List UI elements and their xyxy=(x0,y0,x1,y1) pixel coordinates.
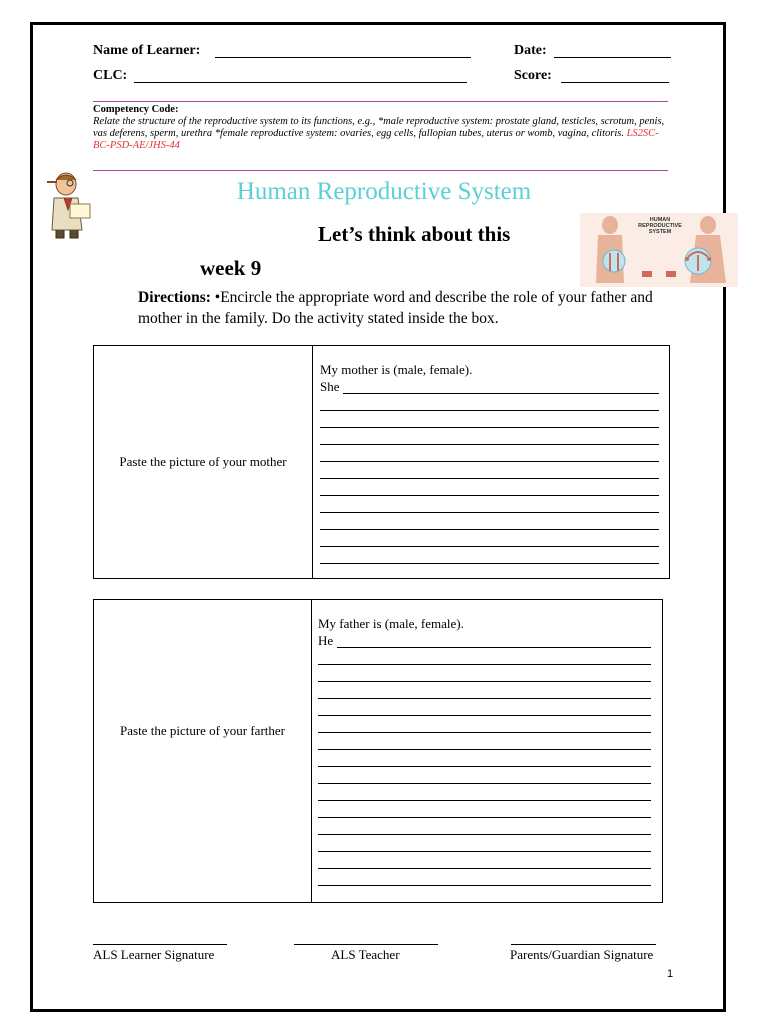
father-answer-line[interactable] xyxy=(318,698,651,699)
mother-box-divider xyxy=(312,346,313,578)
father-answer-line[interactable] xyxy=(318,749,651,750)
name-field[interactable] xyxy=(215,57,471,58)
father-answer-line[interactable] xyxy=(318,817,651,818)
competency-block xyxy=(93,104,673,152)
mother-answer-line[interactable] xyxy=(343,393,659,394)
father-pronoun: He xyxy=(318,633,334,648)
name-label: Name of Learner: xyxy=(93,43,201,58)
date-label: Date: xyxy=(514,43,547,58)
diagram-title-3: SYSTEM xyxy=(648,229,672,235)
mother-answer-line[interactable] xyxy=(320,410,659,411)
parent-signature-label: Parents/Guardian Signature xyxy=(510,947,654,962)
father-answer-line[interactable] xyxy=(318,766,651,767)
parent-signature-line[interactable] xyxy=(511,944,656,945)
directions-label: Directions: xyxy=(138,289,211,306)
father-answer-line[interactable] xyxy=(318,885,651,886)
mother-answer-line[interactable] xyxy=(320,495,659,496)
father-answer-line[interactable] xyxy=(318,732,651,733)
mother-answer-line[interactable] xyxy=(320,512,659,513)
father-picture-area[interactable] xyxy=(94,600,311,902)
mother-statement: My mother is (male, female). xyxy=(320,362,473,377)
father-answer-line[interactable] xyxy=(318,851,651,852)
learner-signature-line[interactable] xyxy=(93,944,227,945)
competency-code: LS2SC-BC-PSD-AE/JHS-44 xyxy=(93,128,659,151)
diagram-title-2: REPRODUCTIVE xyxy=(638,223,682,229)
clc-label: CLC: xyxy=(93,68,128,83)
mother-answer-line[interactable] xyxy=(320,444,659,445)
reproductive-system-diagram xyxy=(580,213,738,287)
score-label: Score: xyxy=(514,68,552,83)
father-answer-line[interactable] xyxy=(318,834,651,835)
score-field[interactable] xyxy=(561,82,669,83)
mother-answer-line[interactable] xyxy=(320,529,659,530)
father-answer-line[interactable] xyxy=(318,681,651,682)
week-label: week 9 xyxy=(200,256,262,280)
father-answer-line[interactable] xyxy=(318,715,651,716)
page-title: Human Reproductive System xyxy=(236,178,532,205)
father-answer-line[interactable] xyxy=(318,664,651,665)
mother-answer-line[interactable] xyxy=(320,546,659,547)
page-number: 1 xyxy=(667,968,674,980)
clc-field[interactable] xyxy=(134,82,467,83)
mother-picture-area[interactable] xyxy=(94,346,312,578)
subtitle: Let’s think about this xyxy=(318,222,511,246)
father-paste-label: Paste the picture of your farther xyxy=(120,723,285,738)
mother-answer-line[interactable] xyxy=(320,563,659,564)
father-answer-line[interactable] xyxy=(337,647,651,648)
directions-text: •Encircle the appropriate word and describe the role of your father and mother in the family. Do the activity stated inside the box. xyxy=(138,289,653,327)
competency-heading: Competency Code: xyxy=(93,104,179,115)
father-box-divider xyxy=(311,600,312,902)
mother-answer-line[interactable] xyxy=(320,427,659,428)
competency-text: Relate the structure of the reproductive system to its functions, e.g., *male reproductive system: prostate gland, testicles, scrotum, penis, vas deferens, sperm, urethra *female reproductive system: ovaries, egg cells, fallopian tubes, uterus or womb, vagina, clitoris. xyxy=(93,116,665,139)
father-answer-line[interactable] xyxy=(318,800,651,801)
father-answer-line[interactable] xyxy=(318,868,651,869)
mother-answer-line[interactable] xyxy=(320,478,659,479)
top-rule xyxy=(93,101,668,102)
mother-activity-box xyxy=(93,345,670,579)
father-activity-box xyxy=(93,599,663,903)
bottom-rule xyxy=(93,170,668,171)
mother-paste-label: Paste the picture of your mother xyxy=(119,454,287,469)
date-field[interactable] xyxy=(554,57,671,58)
mother-pronoun: She xyxy=(320,379,340,394)
mother-answer-line[interactable] xyxy=(320,461,659,462)
teacher-signature-label: ALS Teacher xyxy=(331,947,400,962)
learner-signature-label: ALS Learner Signature xyxy=(93,947,215,962)
father-answer-line[interactable] xyxy=(318,783,651,784)
directions xyxy=(138,287,658,329)
diagram-title-1: HUMAN xyxy=(649,217,671,223)
teacher-signature-line[interactable] xyxy=(294,944,438,945)
father-statement: My father is (male, female). xyxy=(318,616,464,631)
